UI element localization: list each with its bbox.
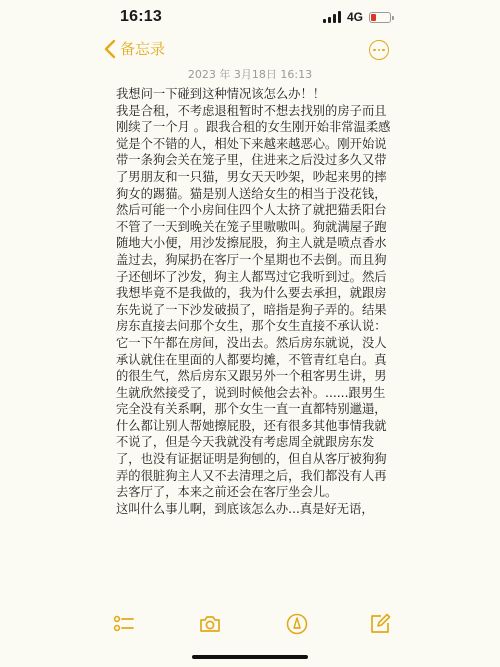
compose-button[interactable]	[368, 612, 392, 636]
home-indicator	[192, 655, 308, 659]
battery-icon	[369, 12, 391, 23]
status-time: 16:13	[120, 8, 162, 25]
back-label: 备忘录	[120, 40, 166, 58]
note-paragraph: 我想问一下碰到这种情况该怎么办！！ 我是合租，不考虑退租暂时不想去找别的房子而且刚续了一个月 。跟我合租的女生刚开始非常温柔感觉是个不错的人，相处下来越来越恶心。刚开始说带一条狗会关在笼子里，住进来之后没过多久又带了男朋友和一只猫，男女天天吵架，吵起来男的摔狗女的踢猫。猫是别人送给女生的相当于没花钱，然后可能一个小房间住四个人太挤了就把猫丢阳台不管了一天到晚关在笼子里嗷嗷叫。狗就满屋子跑随地大小便，用沙发擦屁股，狗主人就是喷点香水盖过去，狗屎扔在客厅一个星期也不去倒。而且狗子还刨坏了沙发，狗主人都骂过它我听到过。然后我想毕竟不是我做的，我为什么要去承担，就跟房东先说了一下沙发破损了，暗指是狗子弄的。结果房东直接去问那个女生，那个女生直接不承认说：它一下午都在房间，没出去。然后房东就说，没人承认就住在里面的人都要均摊，不管青红皂白。真的很生气，然后房东又跟另外一个租客男生讲，男生就欣然接受了，说到时候他会去补。......跟男生完全没有关系啊，那个女生一直一直都特别邋遢，什么都让别人帮她擦屁股，还有很多其他事情我就不说了，但是今天我就没有考虑周全就跟房东发了，也没有证据证明是狗刨的，但自从客厅被狗狗弄的很脏狗主人又不去清理之后，我们都没有人再去客厅了，本来之前还会在客厅坐会儿。	[116, 87, 391, 500]
ellipsis-circle-icon	[373, 49, 376, 52]
status-indicators	[323, 10, 391, 24]
markup-pen-icon	[285, 612, 309, 636]
cellular-signal-icon	[323, 11, 341, 23]
compose-icon	[368, 612, 392, 636]
status-bar	[0, 0, 500, 34]
note-body[interactable]	[116, 86, 392, 517]
note-date: 2023 年 3月18日 16:13	[187, 68, 313, 81]
bottom-toolbar	[0, 612, 500, 644]
chevron-left-icon	[104, 39, 116, 59]
camera-icon	[198, 612, 222, 636]
note-paragraph: 这叫什么事儿啊，到底该怎么办...真是好无语，	[116, 501, 374, 516]
checklist-button[interactable]	[112, 612, 136, 636]
checklist-icon	[112, 612, 136, 636]
network-type: 4G	[346, 10, 363, 24]
camera-button[interactable]	[198, 612, 222, 636]
markup-button[interactable]	[285, 612, 309, 636]
battery-level	[371, 14, 376, 21]
nav-bar	[0, 34, 500, 68]
more-button[interactable]	[369, 40, 389, 60]
back-button[interactable]	[104, 38, 165, 59]
